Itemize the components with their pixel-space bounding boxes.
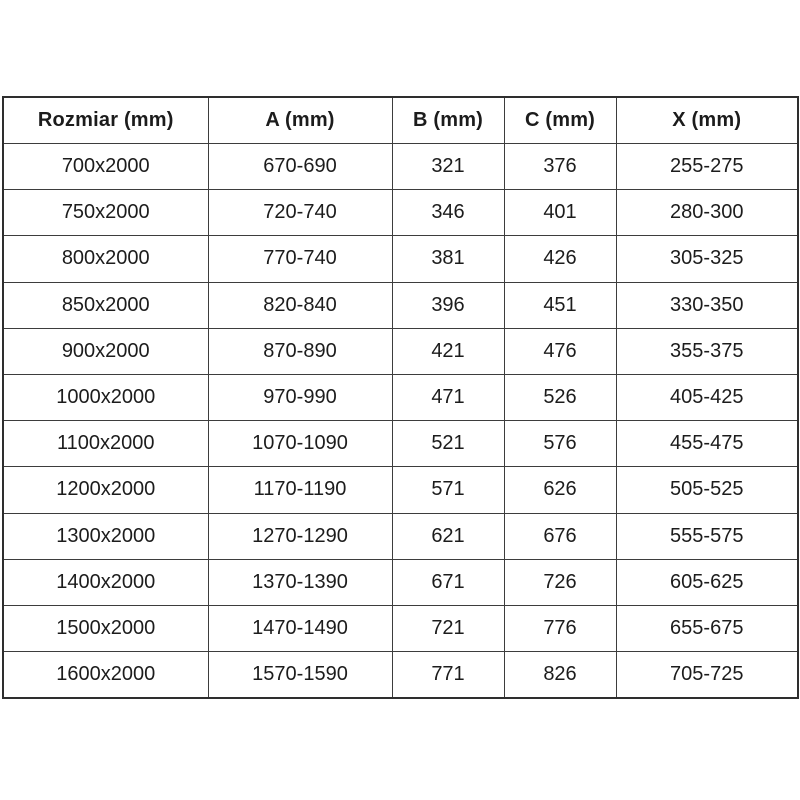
table-cell-c: 626	[504, 467, 616, 513]
column-header-b: B (mm)	[392, 97, 504, 144]
table-cell-a: 770-740	[208, 236, 392, 282]
table-cell-rozmiar: 700x2000	[3, 144, 208, 190]
table-cell-a: 870-890	[208, 328, 392, 374]
table-row	[3, 374, 798, 420]
table-row	[3, 144, 798, 190]
table-cell-x: 330-350	[616, 282, 798, 328]
table-cell-b: 396	[392, 282, 504, 328]
table-cell-c: 401	[504, 190, 616, 236]
table-cell-a: 970-990	[208, 374, 392, 420]
table-cell-c: 576	[504, 421, 616, 467]
table-cell-a: 1470-1490	[208, 605, 392, 651]
table-cell-b: 721	[392, 605, 504, 651]
table-cell-a: 720-740	[208, 190, 392, 236]
table-cell-x: 355-375	[616, 328, 798, 374]
column-header-rozmiar: Rozmiar (mm)	[3, 97, 208, 144]
table-cell-x: 505-525	[616, 467, 798, 513]
table-cell-x: 405-425	[616, 374, 798, 420]
table-row	[3, 513, 798, 559]
table-cell-x: 555-575	[616, 513, 798, 559]
table-cell-c: 726	[504, 559, 616, 605]
table-cell-b: 671	[392, 559, 504, 605]
table-cell-b: 471	[392, 374, 504, 420]
table-cell-c: 451	[504, 282, 616, 328]
table-cell-a: 670-690	[208, 144, 392, 190]
table-row	[3, 190, 798, 236]
table-cell-b: 521	[392, 421, 504, 467]
column-header-x: X (mm)	[616, 97, 798, 144]
table-cell-b: 571	[392, 467, 504, 513]
table-row	[3, 605, 798, 651]
table-cell-x: 705-725	[616, 652, 798, 699]
table-cell-rozmiar: 1600x2000	[3, 652, 208, 699]
table-cell-x: 255-275	[616, 144, 798, 190]
table-cell-a: 820-840	[208, 282, 392, 328]
table-cell-rozmiar: 800x2000	[3, 236, 208, 282]
table-cell-x: 655-675	[616, 605, 798, 651]
table-cell-a: 1270-1290	[208, 513, 392, 559]
table-cell-rozmiar: 850x2000	[3, 282, 208, 328]
table-cell-rozmiar: 1300x2000	[3, 513, 208, 559]
table-cell-a: 1070-1090	[208, 421, 392, 467]
table-cell-b: 346	[392, 190, 504, 236]
dimensions-table	[2, 96, 799, 699]
table-cell-c: 776	[504, 605, 616, 651]
table-cell-x: 605-625	[616, 559, 798, 605]
table-cell-c: 826	[504, 652, 616, 699]
column-header-a: A (mm)	[208, 97, 392, 144]
table-cell-a: 1370-1390	[208, 559, 392, 605]
table-cell-b: 421	[392, 328, 504, 374]
table-cell-c: 426	[504, 236, 616, 282]
table-cell-x: 455-475	[616, 421, 798, 467]
table-cell-c: 476	[504, 328, 616, 374]
table-cell-a: 1570-1590	[208, 652, 392, 699]
table-cell-b: 621	[392, 513, 504, 559]
table-cell-rozmiar: 1000x2000	[3, 374, 208, 420]
column-header-c: C (mm)	[504, 97, 616, 144]
table-cell-c: 376	[504, 144, 616, 190]
table-cell-rozmiar: 1400x2000	[3, 559, 208, 605]
table-row	[3, 652, 798, 699]
table-cell-rozmiar: 750x2000	[3, 190, 208, 236]
table-cell-x: 305-325	[616, 236, 798, 282]
table-cell-a: 1170-1190	[208, 467, 392, 513]
table-cell-x: 280-300	[616, 190, 798, 236]
table-cell-rozmiar: 1100x2000	[3, 421, 208, 467]
table-header	[3, 97, 798, 144]
table-row	[3, 236, 798, 282]
table-cell-c: 526	[504, 374, 616, 420]
table-cell-rozmiar: 900x2000	[3, 328, 208, 374]
table-cell-rozmiar: 1500x2000	[3, 605, 208, 651]
table-row	[3, 559, 798, 605]
table-cell-rozmiar: 1200x2000	[3, 467, 208, 513]
table-row	[3, 328, 798, 374]
table-cell-b: 381	[392, 236, 504, 282]
table-row	[3, 282, 798, 328]
table-cell-c: 676	[504, 513, 616, 559]
table-cell-b: 321	[392, 144, 504, 190]
header-row	[3, 97, 798, 144]
table-row	[3, 467, 798, 513]
table-cell-b: 771	[392, 652, 504, 699]
table-row	[3, 421, 798, 467]
table-body	[3, 144, 798, 699]
